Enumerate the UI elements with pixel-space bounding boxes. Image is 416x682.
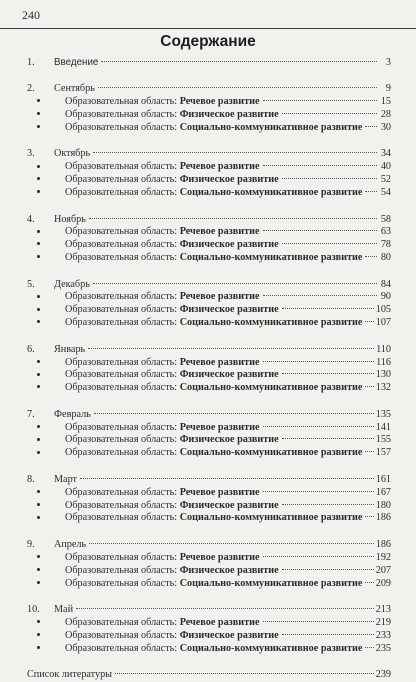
dot-leader: [365, 451, 373, 452]
area-prefix: Образовательная область:: [65, 356, 178, 368]
toc-spacer: [27, 590, 391, 604]
dot-leader: [365, 647, 373, 648]
dot-leader: [365, 321, 373, 322]
bullet-marker: [27, 552, 65, 565]
bullet-dot-icon: [37, 646, 40, 649]
area-prefix: Образовательная область:: [65, 239, 178, 251]
page-ref: 30: [380, 122, 391, 134]
area-topic: Физическое развитие: [179, 369, 279, 381]
page-ref: 84: [380, 278, 391, 290]
bullet-dot-icon: [37, 568, 40, 571]
chapter-number: 5.: [27, 278, 35, 290]
page-ref: 141: [375, 421, 391, 433]
bullet-dot-icon: [37, 373, 40, 376]
chapter-number: 7.: [27, 408, 35, 420]
dot-leader: [365, 386, 373, 387]
toc-subsection-row[interactable]: [27, 565, 391, 578]
dot-leader: [263, 230, 377, 231]
bullet-dot-icon: [37, 385, 40, 388]
dot-leader: [365, 516, 373, 517]
bullet-dot-icon: [37, 242, 40, 245]
dot-leader: [365, 126, 377, 127]
chapter-number: 9.: [27, 538, 35, 550]
dot-leader: [365, 191, 377, 192]
area-topic: Речевое развитие: [179, 96, 260, 108]
area-prefix: Образовательная область:: [65, 629, 178, 641]
area-prefix: Образовательная область:: [65, 642, 178, 654]
toc-subsection-row[interactable]: [27, 239, 391, 252]
bullet-marker: [27, 304, 65, 317]
bullet-dot-icon: [37, 308, 40, 311]
references-label: Список литературы: [27, 668, 113, 680]
chapter-label: Февраль: [54, 408, 91, 420]
page-ref: 52: [380, 174, 391, 186]
dot-leader: [282, 373, 374, 374]
bullet-marker: [27, 226, 65, 239]
area-prefix: Образовательная область:: [65, 109, 178, 121]
area-prefix: Образовательная область:: [65, 447, 178, 459]
toc-subsection-row[interactable]: [27, 643, 391, 656]
page-ref: 34: [380, 148, 391, 160]
page-ref: 186: [375, 512, 391, 524]
bullet-marker: [27, 122, 65, 135]
page-ref: 130: [375, 369, 391, 381]
toc-subsection-row[interactable]: [27, 174, 391, 187]
bullet-marker: [27, 174, 65, 187]
dot-leader: [98, 87, 377, 88]
area-topic: Речевое развитие: [179, 356, 260, 368]
page-ref: 235: [375, 642, 391, 654]
bullet-dot-icon: [37, 555, 40, 558]
dot-leader: [263, 621, 374, 622]
area-prefix: Образовательная область:: [65, 252, 178, 264]
page-ref: 28: [380, 109, 391, 121]
toc-subsection-row[interactable]: [27, 617, 391, 630]
chapter-number: 1.: [27, 57, 35, 68]
dot-leader: [101, 61, 377, 62]
area-topic: Физическое развитие: [179, 174, 279, 186]
bullet-dot-icon: [37, 451, 40, 454]
page-ref: 40: [380, 161, 391, 173]
toc-spacer: [27, 395, 391, 409]
area-prefix: Образовательная область:: [65, 161, 178, 173]
page-ref: 58: [380, 213, 391, 225]
toc-references-row[interactable]: [27, 669, 391, 682]
toc-subsection-row[interactable]: [27, 500, 391, 513]
page-number: 240: [22, 8, 40, 22]
bullet-marker: [27, 617, 65, 630]
bullet-marker: [27, 565, 65, 578]
dot-leader: [88, 348, 374, 349]
bullet-marker: [27, 382, 65, 395]
area-prefix: Образовательная область:: [65, 551, 178, 563]
area-topic: Физическое развитие: [179, 304, 279, 316]
area-topic: Физическое развитие: [179, 239, 279, 251]
area-topic: Социально-коммуникативное развитие: [179, 187, 363, 199]
page-ref: 3: [385, 57, 391, 68]
page-ref: 80: [380, 252, 391, 264]
dot-leader: [263, 100, 377, 101]
dot-leader: [263, 165, 377, 166]
area-prefix: Образовательная область:: [65, 174, 178, 186]
bullet-dot-icon: [37, 165, 40, 168]
bullet-marker: [27, 447, 65, 460]
page-ref: 219: [375, 616, 391, 628]
bullet-dot-icon: [37, 99, 40, 102]
toc-subsection-row[interactable]: [27, 187, 391, 200]
dot-leader: [365, 256, 377, 257]
toc-subsection-row[interactable]: [27, 161, 391, 174]
dot-leader: [282, 438, 374, 439]
chapter-number: 2.: [27, 83, 35, 95]
area-prefix: Образовательная область:: [65, 512, 178, 524]
area-topic: Социально-коммуникативное развитие: [179, 252, 363, 264]
area-topic: Физическое развитие: [179, 109, 279, 121]
area-topic: Речевое развитие: [179, 551, 260, 563]
bullet-marker: [27, 187, 65, 200]
toc-subsection-row[interactable]: [27, 369, 391, 382]
area-topic: Речевое развитие: [179, 226, 260, 238]
area-topic: Социально-коммуникативное развитие: [179, 122, 363, 134]
page-ref: 167: [375, 486, 391, 498]
area-prefix: Образовательная область:: [65, 434, 178, 446]
toc-subsection-row[interactable]: [27, 226, 391, 239]
chapter-number: 6.: [27, 343, 35, 355]
page-title: Содержание: [160, 33, 256, 50]
dot-leader: [263, 361, 375, 362]
bullet-dot-icon: [37, 320, 40, 323]
page-ref: 78: [380, 239, 391, 251]
toc-subsection-row[interactable]: [27, 357, 391, 370]
page-ref: 9: [385, 83, 391, 95]
dot-leader: [115, 673, 374, 674]
dot-leader: [93, 283, 377, 284]
page-ref: 192: [375, 551, 391, 563]
toc-spacer: [27, 330, 391, 344]
bullet-dot-icon: [37, 620, 40, 623]
chapter-label: Март: [54, 473, 77, 485]
bullet-marker: [27, 252, 65, 265]
bullet-marker: [27, 500, 65, 513]
dot-leader: [282, 634, 374, 635]
header-rule: [0, 6, 416, 29]
bullet-marker: [27, 578, 65, 591]
area-prefix: Образовательная область:: [65, 317, 178, 329]
page-ref: 107: [375, 317, 391, 329]
chapter-label: Апрель: [54, 538, 87, 550]
bullet-dot-icon: [37, 516, 40, 519]
toc-subsection-row[interactable]: [27, 317, 391, 330]
toc-spacer: [27, 70, 391, 84]
bullet-marker: [27, 239, 65, 252]
bullet-marker: [27, 96, 65, 109]
chapter-label: Сентябрь: [54, 83, 95, 95]
bullet-dot-icon: [37, 112, 40, 115]
bullet-dot-icon: [37, 255, 40, 258]
page-ref: 239: [375, 668, 391, 680]
toc-subsection-row[interactable]: [27, 487, 391, 500]
area-prefix: Образовательная область:: [65, 564, 178, 576]
area-prefix: Образовательная область:: [65, 226, 178, 238]
chapter-label: Введение: [54, 57, 99, 68]
page-ref: 90: [380, 291, 391, 303]
table-of-contents: [27, 57, 391, 682]
page-ref: 180: [375, 499, 391, 511]
toc-subsection-row[interactable]: [27, 434, 391, 447]
bullet-dot-icon: [37, 503, 40, 506]
chapter-number: 4.: [27, 213, 35, 225]
dot-leader: [282, 308, 374, 309]
toc-spacer: [27, 135, 391, 149]
page-ref: 15: [380, 96, 391, 108]
toc-spacer: [27, 460, 391, 474]
chapter-label: Ноябрь: [54, 213, 86, 225]
bullet-dot-icon: [37, 490, 40, 493]
area-topic: Физическое развитие: [179, 629, 279, 641]
toc-subsection-row[interactable]: [27, 382, 391, 395]
page-ref: 209: [375, 577, 391, 589]
page-ref: 132: [375, 382, 391, 394]
bullet-marker: [27, 357, 65, 370]
toc-subsection-row[interactable]: [27, 122, 391, 135]
bullet-marker: [27, 109, 65, 122]
bullet-marker: [27, 161, 65, 174]
toc-chapter-row[interactable]: [27, 539, 391, 552]
toc-chapter-row[interactable]: [27, 83, 391, 96]
area-topic: Физическое развитие: [179, 434, 279, 446]
bullet-dot-icon: [37, 295, 40, 298]
bullet-dot-icon: [37, 230, 40, 233]
page-ref: 161: [375, 473, 391, 485]
area-topic: Речевое развитие: [179, 421, 260, 433]
dot-leader: [263, 426, 374, 427]
dot-leader: [282, 243, 377, 244]
page-ref: 54: [380, 187, 391, 199]
area-prefix: Образовательная область:: [65, 304, 178, 316]
bullet-marker: [27, 434, 65, 447]
area-prefix: Образовательная область:: [65, 499, 178, 511]
bullet-dot-icon: [37, 177, 40, 180]
page-ref: 63: [380, 226, 391, 238]
dot-leader: [263, 556, 374, 557]
page-ref: 186: [375, 538, 391, 550]
toc-subsection-row[interactable]: [27, 96, 391, 109]
page-ref: 116: [376, 356, 391, 368]
bullet-marker: [27, 487, 65, 500]
toc-spacer: [27, 200, 391, 214]
area-topic: Речевое развитие: [179, 161, 260, 173]
bullet-dot-icon: [37, 633, 40, 636]
toc-chapter-row[interactable]: [27, 279, 391, 292]
area-topic: Физическое развитие: [179, 564, 279, 576]
area-topic: Социально-коммуникативное развитие: [179, 447, 363, 459]
chapter-number: 3.: [27, 148, 35, 160]
area-topic: Социально-коммуникативное развитие: [179, 382, 363, 394]
area-topic: Социально-коммуникативное развитие: [179, 642, 363, 654]
dot-leader: [80, 478, 374, 479]
toc-subsection-row[interactable]: [27, 578, 391, 591]
dot-leader: [89, 218, 377, 219]
dot-leader: [76, 608, 374, 609]
bullet-marker: [27, 512, 65, 525]
dot-leader: [282, 569, 374, 570]
toc-subsection-row[interactable]: [27, 512, 391, 525]
toc-chapter-row[interactable]: [27, 57, 391, 70]
toc-spacer: [27, 525, 391, 539]
area-prefix: Образовательная область:: [65, 577, 178, 589]
toc-chapter-row[interactable]: [27, 474, 391, 487]
area-topic: Речевое развитие: [179, 616, 260, 628]
bullet-dot-icon: [37, 360, 40, 363]
area-prefix: Образовательная область:: [65, 616, 178, 628]
area-prefix: Образовательная область:: [65, 421, 178, 433]
dot-leader: [93, 152, 377, 153]
area-topic: Социально-коммуникативное развитие: [179, 512, 363, 524]
chapter-label: Октябрь: [54, 148, 91, 160]
area-prefix: Образовательная область:: [65, 369, 178, 381]
page-ref: 135: [375, 408, 391, 420]
toc-subsection-row[interactable]: [27, 252, 391, 265]
bullet-marker: [27, 369, 65, 382]
bullet-marker: [27, 630, 65, 643]
toc-subsection-row[interactable]: [27, 291, 391, 304]
area-prefix: Образовательная область:: [65, 382, 178, 394]
toc-spacer: [27, 265, 391, 279]
toc-spacer: [27, 655, 391, 669]
toc-subsection-row[interactable]: [27, 552, 391, 565]
bullet-marker: [27, 643, 65, 656]
bullet-dot-icon: [37, 190, 40, 193]
area-topic: Социально-коммуникативное развитие: [179, 577, 363, 589]
area-prefix: Образовательная область:: [65, 291, 178, 303]
area-topic: Физическое развитие: [179, 499, 279, 511]
toc-chapter-row[interactable]: [27, 214, 391, 227]
chapter-label: Декабрь: [54, 278, 90, 290]
page-ref: 155: [375, 434, 391, 446]
toc-subsection-row[interactable]: [27, 109, 391, 122]
bullet-dot-icon: [37, 438, 40, 441]
dot-leader: [365, 582, 373, 583]
page-ref: 207: [375, 564, 391, 576]
area-prefix: Образовательная область:: [65, 122, 178, 134]
area-topic: Социально-коммуникативное развитие: [179, 317, 363, 329]
bullet-dot-icon: [37, 581, 40, 584]
area-topic: Речевое развитие: [179, 486, 260, 498]
page-ref: 105: [375, 304, 391, 316]
toc-subsection-row[interactable]: [27, 447, 391, 460]
chapter-number: 10.: [27, 603, 40, 615]
area-prefix: Образовательная область:: [65, 187, 178, 199]
page-ref: 233: [375, 629, 391, 641]
dot-leader: [282, 113, 377, 114]
dot-leader: [89, 543, 374, 544]
bullet-dot-icon: [37, 425, 40, 428]
area-prefix: Образовательная область:: [65, 486, 178, 498]
chapter-label: Январь: [54, 343, 86, 355]
bullet-dot-icon: [37, 125, 40, 128]
bullet-marker: [27, 291, 65, 304]
dot-leader: [263, 491, 374, 492]
area-topic: Речевое развитие: [179, 291, 260, 303]
bullet-marker: [27, 422, 65, 435]
dot-leader: [263, 295, 377, 296]
chapter-number: 8.: [27, 473, 35, 485]
page-ref: 157: [375, 447, 391, 459]
dot-leader: [282, 178, 377, 179]
toc-chapter-row[interactable]: [27, 344, 391, 357]
page-ref: 110: [376, 343, 391, 355]
toc-chapter-row[interactable]: [27, 148, 391, 161]
toc-chapter-row[interactable]: [27, 604, 391, 617]
toc-subsection-row[interactable]: [27, 630, 391, 643]
bullet-marker: [27, 317, 65, 330]
dot-leader: [94, 413, 374, 414]
dot-leader: [282, 504, 374, 505]
page-ref: 213: [375, 603, 391, 615]
toc-subsection-row[interactable]: [27, 304, 391, 317]
chapter-label: Май: [54, 603, 74, 615]
area-prefix: Образовательная область:: [65, 96, 178, 108]
toc-chapter-row[interactable]: [27, 409, 391, 422]
toc-subsection-row[interactable]: [27, 422, 391, 435]
